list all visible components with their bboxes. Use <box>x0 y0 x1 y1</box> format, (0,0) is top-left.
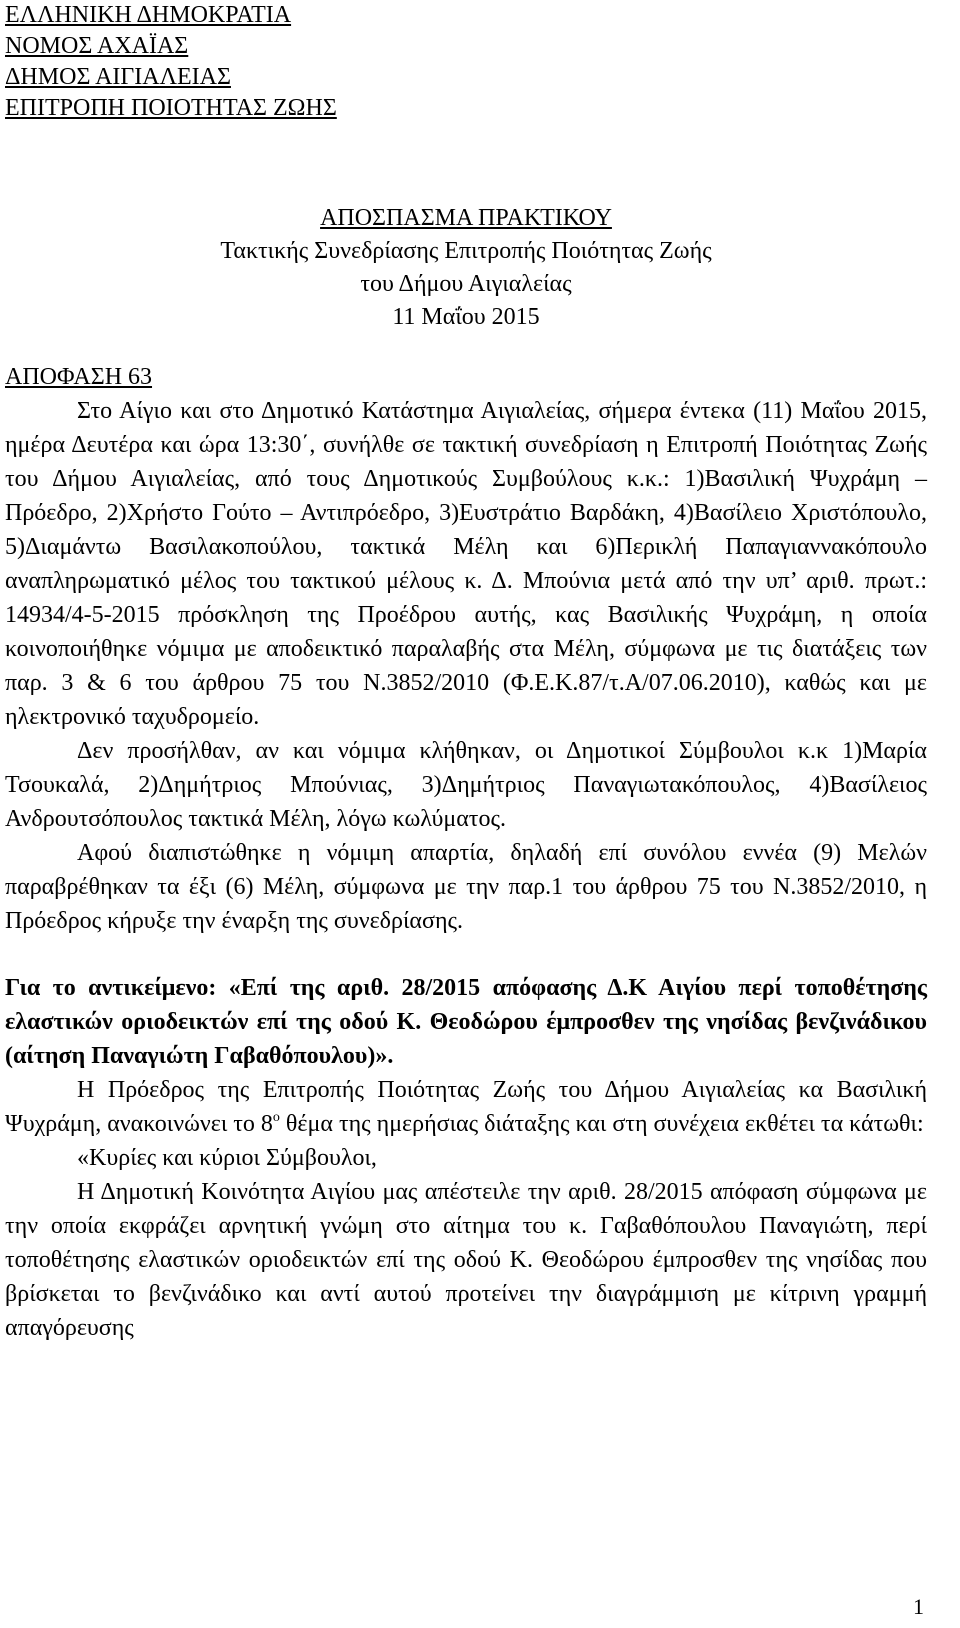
header-line-prefecture: ΝΟΜΟΣ ΑΧΑΪΑΣ <box>5 33 189 59</box>
header-line-committee: ΕΠΙΤΡΟΠΗ ΠΟΙΟΤΗΤΑΣ ΖΩΗΣ <box>5 95 337 121</box>
paragraph-quorum: Αφού διαπιστώθηκε η νόμιμη απαρτία, δηλαδή επί συνόλου εννέα (9) Μελών παραβρέθηκαν τα έξι (6) Μέλη, σύμφωνα με την παρ.1 του άρθρου 75 του Ν.3852/2010, η Πρόεδρος κήρυξε την έναρξη της συνεδρίασης. <box>5 840 927 934</box>
announcement-text: Η Πρόεδρος της Επιτροπής Ποιότητας Ζωής του Δήμου Αιγιαλείας κα Βασιλική Ψυχράμη, ανακοινώνει το 8 <box>5 1077 927 1137</box>
session-municipality: του Δήμου Αιγιαλείας <box>360 271 572 297</box>
salutation: «Κυρίες και κύριοι Σύμβουλοι, <box>77 1145 377 1171</box>
document-page <box>5 0 927 1345</box>
paragraph-community-decision: Η Δημοτική Κοινότητα Αιγίου μας απέστειλε την αριθ. 28/2015 απόφαση σύμφωνα με την οποία εκφράζει αρνητική γνώμη στο αίτημα του κ. Γαβαθόπουλου Παναγιώτη, περί τοποθέτησης ελαστικών οριοδεικτών επί της οδού Κ. Θεοδώρου έμπροσθεν της νησίδας που βρίσκεται το βενζινάδικο και αντί αυτού προτείνει την διαγράμμιση με κίτρινη γραμμή απαγόρευσης <box>5 1179 927 1341</box>
decision-number: ΑΠΟΦΑΣΗ 63 <box>5 364 153 390</box>
session-date: 11 Μαΐου 2015 <box>392 304 540 330</box>
announcement-text-cont: θέμα της ημερήσιας διάταξης και στη συνέχεια εκθέτει τα κάτωθι: <box>279 1111 924 1137</box>
ordinal-superscript: ο <box>272 1110 280 1125</box>
paragraph-absent-members: Δεν προσήλθαν, αν και νόμιμα κλήθηκαν, οι Δημοτικοί Σύμβουλοι κ.κ 1)Μαρία Τσουκαλά, 2)Δημήτριος Μπούνιας, 3)Δημήτριος Παναγιωτακόπουλος, 4)Βασίλειος Ανδρουτσόπουλος τακτικά Μέλη, λόγω κωλύματος. <box>5 738 927 832</box>
spacer <box>5 938 927 971</box>
document-title: ΑΠΟΣΠΑΣΜΑ ΠΡΑΚΤΙΚΟΥ <box>320 205 612 231</box>
header-line-country: ΕΛΛΗΝΙΚΗ ΔΗΜΟΚΡΑΤΙΑ <box>5 2 292 28</box>
page-number: 1 <box>913 1594 924 1619</box>
document-title-block <box>5 202 927 334</box>
paragraph-attendance: Στο Αίγιο και στο Δημοτικό Κατάστημα Αιγιαλείας, σήμερα έντεκα (11) Μαΐου 2015, ημέρα Δευτέρα και ώρα 13:30΄, συνήλθε σε τακτική συνεδρίαση η Επιτροπή Ποιότητας Ζωής του Δήμου Αιγιαλείας, από τους Δημοτικούς Συμβούλους κ.κ.: 1)Βασιλική Ψυχράμη – Πρόεδρο, 2)Χρήστο Γούτο – Αντιπρόεδρο, 3)Ευστράτιο Βαρδάκη, 4)Βασίλειο Χριστόπουλο, 5)Διαμάντω Βασιλακοπούλου, τακτικά Μέλη και 6)Περικλή Παπαγιαννακόπουλο αναπληρωματικό μέλος του τακτικού μέλους κ. Δ. Μπούνια μετά από την υπ’ αριθ. πρωτ.: 14934/4-5-2015 πρόσκληση της Προέδρου αυτής, κας Βασιλικής Ψυχράμη, η οποία κοινοποιήθηκε νόμιμα με αποδεικτικό παραλαβής στα Μέλη, σύμφωνα με τις διατάξεις των παρ. 3 & 6 του άρθρου 75 του Ν.3852/2010 (Φ.Ε.Κ.87/τ.Α/07.06.2010), καθώς και με ηλεκτρονικό ταχυδρομείο. <box>5 398 927 730</box>
session-type: Τακτικής Συνεδρίασης Επιτροπής Ποιότητας Ζωής <box>220 238 712 264</box>
paragraph-announcement <box>5 1073 927 1141</box>
header-line-municipality: ΔΗΜΟΣ ΑΙΓΙΑΛΕΙΑΣ <box>5 64 231 90</box>
paragraph-subject: Για το αντικείμενο: «Επί της αριθ. 28/2015 απόφασης Δ.Κ Αιγίου περί τοποθέτησης ελαστικών οριοδεικτών επί της οδού Κ. Θεοδώρου έμπροσθεν της νησίδας βενζινάδικου (αίτηση Παναγιώτη Γαβαθόπουλου)». <box>5 975 927 1069</box>
issuer-header <box>5 0 927 124</box>
